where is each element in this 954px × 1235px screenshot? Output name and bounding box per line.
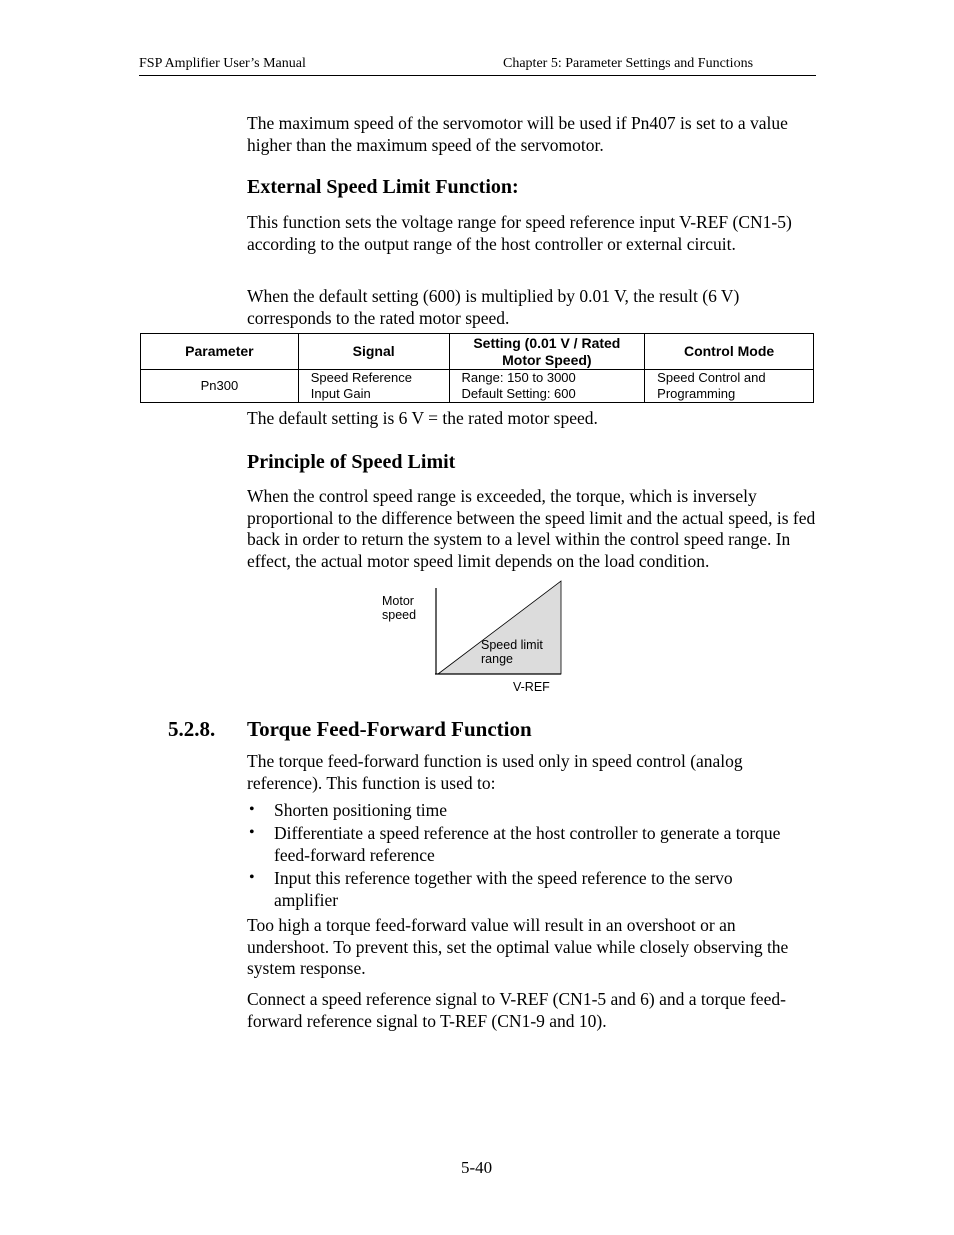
- table-header-control-mode: Control Mode: [645, 334, 814, 370]
- region-label-line-1: Speed limit: [481, 638, 543, 652]
- section-para1: The torque feed-forward function is used only in speed control (analog reference). This function is used to:: [247, 751, 743, 793]
- default-setting-note: The default setting is 6 V = the rated motor speed.: [247, 408, 598, 428]
- table-header-signal: Signal: [298, 334, 449, 370]
- signal-line-2: Input Gain: [310, 386, 371, 401]
- signal-line-1: Speed Reference: [310, 370, 412, 385]
- table-header-row: [141, 334, 814, 370]
- table-cell-control-mode: [645, 370, 814, 403]
- header-manual-title: FSP Amplifier User’s Manual: [139, 56, 306, 71]
- region-label-line-2: range: [481, 652, 513, 666]
- bullet-item-3: Input this reference together with the speed reference to the servo amplifier: [274, 868, 733, 910]
- table-cell-parameter: Pn300: [141, 370, 299, 403]
- speed-limit-figure: [370, 578, 570, 698]
- principle-paragraph: When the control speed range is exceeded, the torque, which is inversely proportional to the difference between the speed limit and the actual speed, is fed back in order to return the system to a level within the control speed range. In effect, the actual motor speed limit depends on the load condition.: [247, 486, 816, 571]
- setting-line-2: Default Setting: 600: [461, 386, 576, 401]
- y-axis-label-line-2: speed: [382, 608, 417, 622]
- header-chapter-title: Chapter 5: Parameter Settings and Functions: [503, 56, 754, 71]
- y-axis-label: [382, 594, 416, 622]
- section-para2: Too high a torque feed-forward value will result in an overshoot or an undershoot. To prevent this, set the optimal value while closely observing the system response.: [247, 915, 789, 978]
- external-speed-limit-para2: When the default setting (600) is multiplied by 0.01 V, the result (6 V) corresponds to the rated motor speed.: [247, 286, 740, 328]
- table-header-setting: Setting (0.01 V / Rated Motor Speed): [449, 334, 645, 370]
- header-rule: [139, 75, 816, 76]
- mode-line-1: Speed Control and: [657, 370, 766, 385]
- page-number: 5-40: [461, 1158, 493, 1177]
- table-row: [141, 370, 814, 403]
- table-header-parameter: Parameter: [141, 334, 299, 370]
- section-number: 5.2.8.: [168, 717, 216, 741]
- bullet-dot-2: •: [249, 824, 255, 841]
- bullet-dot-1: •: [249, 801, 255, 818]
- section-para3: Connect a speed reference signal to V-REF (CN1-5 and 6) and a torque feed-forward reference signal to T-REF (CN1-9 and 10).: [247, 989, 786, 1031]
- x-axis-label: V-REF: [513, 680, 550, 694]
- external-speed-limit-para1: This function sets the voltage range for speed reference input V-REF (CN1-5) according to the output range of the host controller or external circuit.: [247, 212, 792, 254]
- external-speed-limit-heading: External Speed Limit Function:: [247, 176, 519, 198]
- y-axis-label-line-1: Motor: [382, 594, 414, 608]
- setting-line-1: Range: 150 to 3000: [461, 370, 576, 385]
- parameter-table: [140, 333, 814, 403]
- section-title: Torque Feed-Forward Function: [247, 717, 532, 741]
- bullet-item-2: Differentiate a speed reference at the host controller to generate a torque feed-forward reference: [274, 823, 781, 865]
- bullet-item-1: Shorten positioning time: [274, 800, 448, 820]
- bullet-dot-3: •: [249, 869, 255, 886]
- mode-line-2: Programming: [657, 386, 736, 401]
- table-cell-setting: [449, 370, 645, 403]
- region-label: [481, 638, 543, 666]
- table-cell-signal: [298, 370, 449, 403]
- intro-paragraph: The maximum speed of the servomotor will be used if Pn407 is set to a value higher than the maximum speed of the servomotor.: [247, 113, 788, 155]
- principle-heading: Principle of Speed Limit: [247, 451, 456, 473]
